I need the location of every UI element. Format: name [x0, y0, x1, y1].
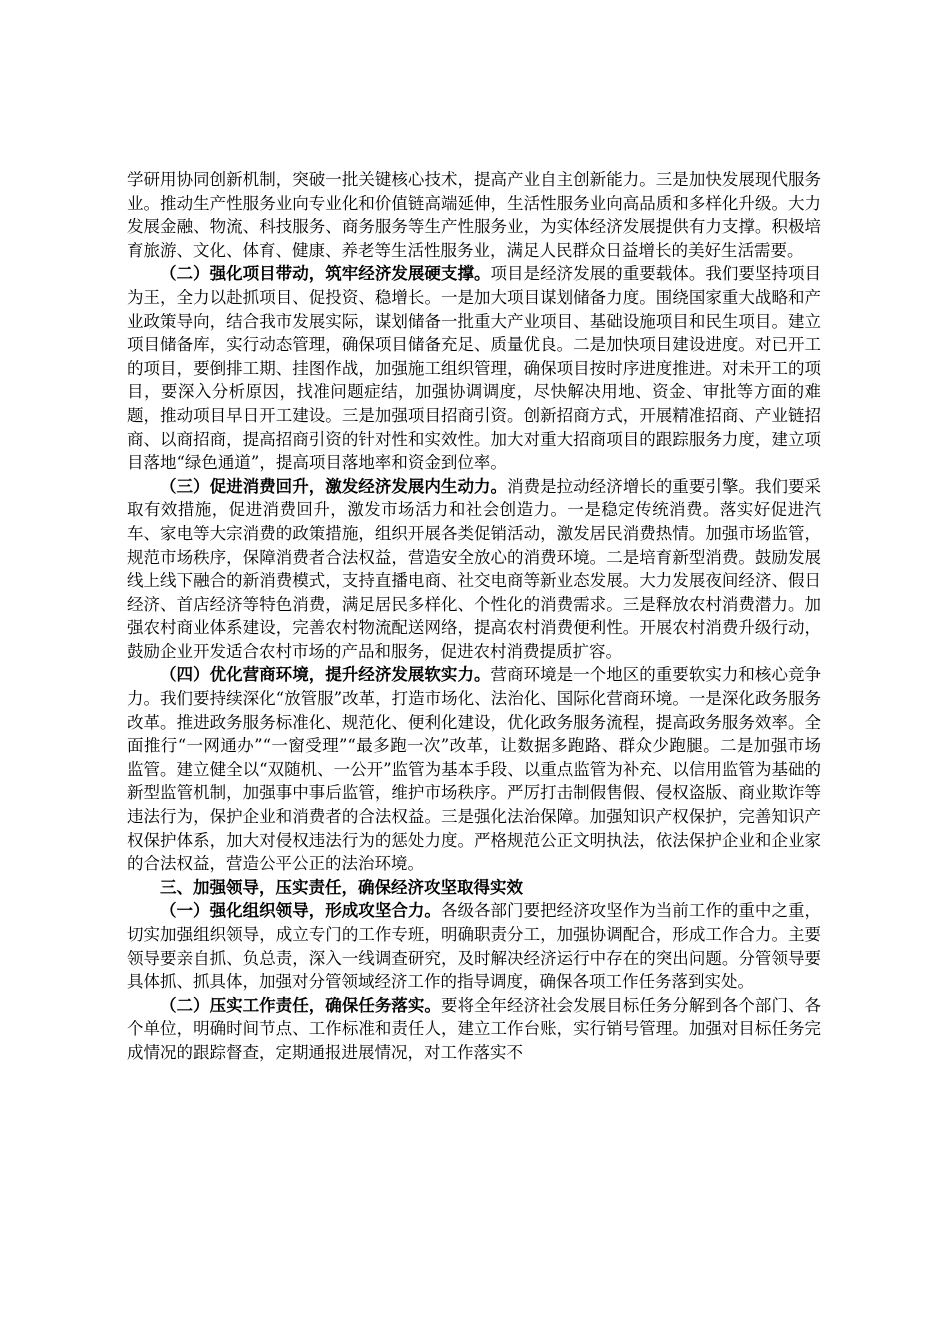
- paragraph-heading: （二）压实工作责任，确保任务落实。: [160, 995, 441, 1015]
- paragraph-business-environment: [127, 663, 821, 875]
- paragraph-text: 营商环境是一个地区的重要软实力和核心竞争力。我们要持续深化“放管服”改革，打造市场化、法治化、国际化营商环境。一是深化政务服务改革。推进政务服务标准化、规范化、便利化建设，优化政务服务流程，提高政务服务效率。全面推行“一网通办”“一窗受理”“最多跑一次”改革，让数据多跑路、群众少跑腿。二是加强市场监管。建立健全以“双随机、一公开”监管为基本手段、以重点监管为补充、以信用监管为基础的新型监管机制，加强事中事后监管，维护市场秩序。严厉打击制假售假、侵权盗版、商业欺诈等违法行为，保护企业和消费者的合法权益。三是强化法治保障。加强知识产权保护，完善知识产权保护体系，加大对侵权违法行为的惩处力度。严格规范公正文明执法，依法保护企业和企业家的合法权益，营造公平公正的法治环境。: [127, 665, 822, 874]
- paragraph-text: 要将全年经济社会发展目标任务分解到各个部门、各个单位，明确时间节点、工作标准和责任人，建立工作台账，实行销号管理。加强对目标任务完成情况的跟踪督查，定期通报进展情况，对工作落实不: [127, 995, 822, 1062]
- paragraph-strengthen-projects: [127, 262, 821, 474]
- paragraph-text: 各级各部门要把经济攻坚作为当前工作的重中之重，切实加强组织领导，成立专门的工作专班，明确职责分工，加强协调配合，形成工作合力。主要领导要亲自抓、负总责，深入一线调查研究，及时解决经济运行中存在的突出问题。分管领导要具体抓、抓具体，加强对分管领域经济工作的指导调度，确保各项工作任务落到实处。: [127, 901, 822, 992]
- paragraph-promote-consumption: [127, 475, 821, 664]
- paragraph-text: 消费是拉动经济增长的重要引擎。我们要采取有效措施，促进消费回升，激发市场活力和社会创造力。一是稳定传统消费。落实好促进汽车、家电等大宗消费的政策措施，组织开展各类促销活动，激发居民消费热情。加强市场监管，规范市场秩序，保障消费者合法权益，营造安全放心的消费环境。二是培育新型消费。鼓励发展线上线下融合的新消费模式，支持直播电商、社交电商等新业态发展。大力发展夜间经济、假日经济、首店经济等特色消费，满足居民多样化、个性化的消费需求。三是释放农村消费潜力。加强农村商业体系建设，完善农村物流配送网络，提高农村消费便利性。开展农村消费升级行动，鼓励企业开发适合农村市场的产品和服务，促进农村消费提质扩容。: [127, 476, 822, 661]
- paragraph-heading: （四）优化营商环境，提升经济发展软实力。: [160, 665, 491, 685]
- paragraph-organizational-leadership: [127, 899, 821, 993]
- paragraph-heading: （二）强化项目带动，筑牢经济发展硬支撑。: [160, 264, 491, 284]
- paragraph-text: 学研用协同创新机制，突破一批关键核心技术，提高产业自主创新能力。三是加快发展现代服务业。推动生产性服务业向专业化和价值链高端延伸，生活性服务业向高品质和多样化升级。大力发展金融、物流、科技服务、商务服务等生产性服务业，为实体经济发展提供有力支撑。积极培育旅游、文化、体育、健康、养老等生活性服务业，满足人民群众日益增长的美好生活需要。: [127, 170, 821, 260]
- document-body: [127, 168, 821, 1065]
- paragraph-work-responsibility: [127, 994, 821, 1065]
- section-heading-text: 三、加强领导，压实责任，确保经济攻坚取得实效: [160, 877, 523, 897]
- paragraph-heading: （三）促进消费回升，激发经济发展内生动力。: [160, 476, 508, 496]
- paragraph-text: 项目是经济发展的重要载体。我们要坚持项目为王，全力以赴抓项目、促投资、稳增长。一是加大项目谋划储备力度。围绕国家重大战略和产业政策导向，结合我市发展实际，谋划储备一批重大产业项目、基础设施项目和民生项目。建立项目储备库，实行动态管理，确保项目储备充足、质量优良。二是加快项目建设进度。对已开工的项目，要倒排工期、挂图作战，加强施工组织管理，确保项目按时序进度推进。对未开工的项目，要深入分析原因，找准问题症结，加强协调调度，尽快解决用地、资金、审批等方面的难题，推动项目早日开工建设。三是加强项目招商引资。创新招商方式，开展精准招商、产业链招商、以商招商，提高招商引资的针对性和实效性。加大对重大招商项目的跟踪服务力度，建立项目落地“绿色通道”，提高项目落地率和资金到位率。: [127, 264, 822, 473]
- paragraph-heading: （一）强化组织领导，形成攻坚合力。: [160, 901, 441, 921]
- section-heading: [127, 876, 821, 900]
- paragraph-continued: [127, 168, 821, 262]
